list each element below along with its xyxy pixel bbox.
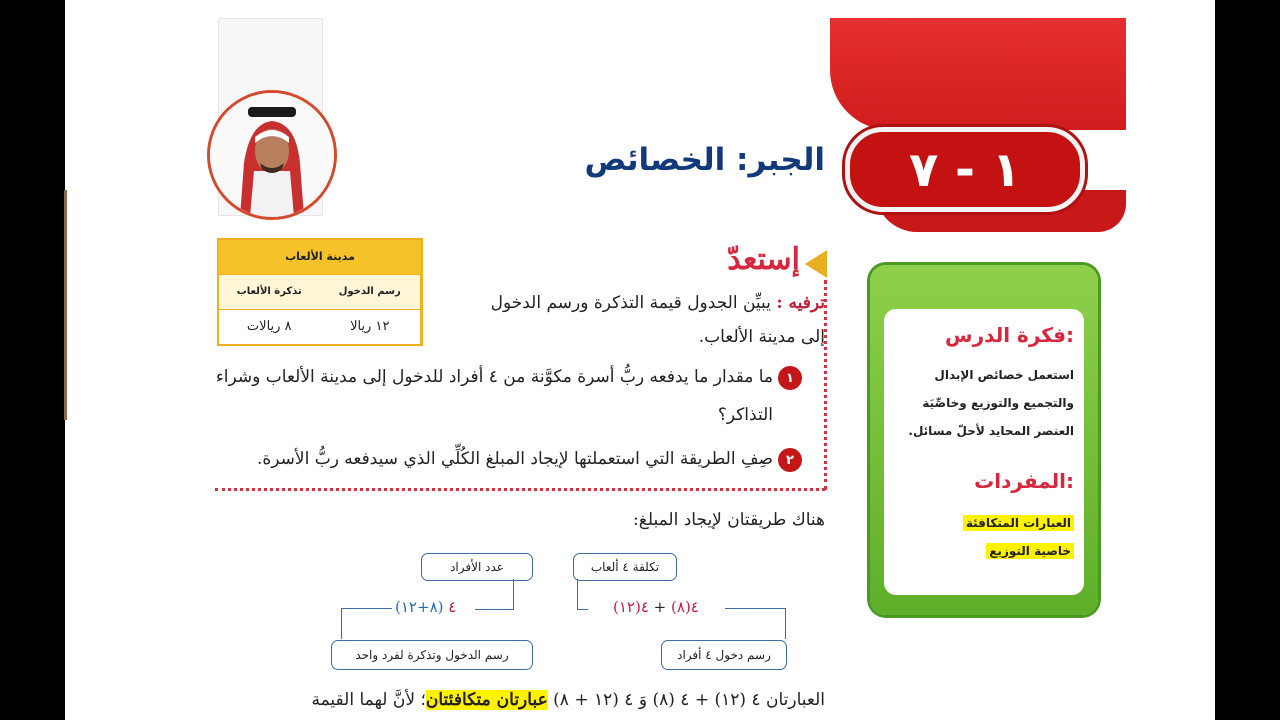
- question-2-text: صِفِ الطريقة التي استعملتها لإيجاد المبلغ الكُلِّي الذي سيدفعه ربُّ الأسرة.: [256, 449, 773, 469]
- connector: [475, 579, 514, 610]
- bottom-text-after: ؛ لأنَّ لهما القيمة: [311, 690, 426, 710]
- dotted-divider-vertical: [824, 280, 827, 490]
- question-1-text: ما مقدار ما يدفعه ربُّ أسرة مكوَّنة من ٤ أفراد للدخول إلى مدينة الألعاب وشراء التذاكر؟: [215, 367, 773, 425]
- label-left-top: عدد الأفراد: [421, 553, 533, 581]
- vocab-title: المفردات:: [974, 469, 1074, 493]
- lesson-idea-panel: [884, 309, 1084, 595]
- ready-intro: [485, 286, 825, 354]
- page-margin-line: [64, 190, 67, 420]
- expr-term: (٨+١٢): [395, 598, 444, 616]
- intro-keyword: ترفيه :: [776, 293, 825, 313]
- lesson-number-badge: [845, 127, 1085, 212]
- table-header-row: [219, 274, 421, 309]
- expression-left: [395, 598, 456, 616]
- teacher-avatar: [207, 90, 337, 220]
- connector: [725, 608, 786, 639]
- question-1: [215, 358, 805, 434]
- table-caption: مدينة الألعاب: [219, 240, 421, 274]
- vocab-item: العبارات المتكافئة: [963, 515, 1074, 531]
- textbook-page: [65, 0, 1215, 720]
- label-right-bottom: رسم دخول ٤ أفراد: [661, 640, 787, 670]
- table-row: [219, 309, 421, 344]
- label-right-top: تكلفة ٤ ألعاب: [573, 553, 677, 581]
- intro-text: يبيِّن الجدول قيمة التذكرة ورسم الدخول إلى مدينة الألعاب.: [490, 293, 825, 347]
- question-2-badge: ٢: [778, 448, 802, 472]
- table-cell: ٨ ريالات: [246, 319, 292, 334]
- lesson-title: الجبر: الخصائص: [584, 142, 825, 178]
- dotted-divider: [215, 488, 825, 491]
- question-1-badge: ١: [778, 366, 802, 390]
- table-cell: ١٢ ريالا: [320, 310, 422, 344]
- expression-right: [613, 598, 699, 616]
- equivalent-expressions-text: [245, 690, 825, 710]
- vocab-item: خاصية التوزيع: [986, 543, 1074, 559]
- expr-term: ٤: [448, 598, 457, 616]
- prices-table: [217, 238, 423, 346]
- expr-term: ٤(١٢): [613, 598, 649, 616]
- bottom-text-before: العبارتان ٤ (١٢) + ٤ (٨) وَ ٤ (١٢ + ٨): [547, 690, 825, 710]
- idea-text: استعمل خصائص الإبدال والتجميع والتوزيع وخاصِّيَة العنصر المحايد لأحلّ مسائل.: [908, 368, 1074, 438]
- ready-title: إستعدّ: [727, 242, 800, 277]
- lesson-idea-box: [870, 265, 1098, 615]
- header-ribbon: [830, 18, 1126, 130]
- bottom-highlight: عبارتان متكافئتان: [425, 690, 548, 710]
- expr-term: ٤(٨): [671, 598, 699, 616]
- connector: [341, 608, 392, 639]
- idea-title: فكرة الدرس:: [945, 323, 1074, 347]
- connector: [577, 579, 588, 610]
- question-2: [215, 440, 805, 478]
- table-header: رسم الدخول: [320, 275, 422, 309]
- label-left-bottom: رسم الدخول وتذكرة لفرد واحد: [331, 640, 533, 670]
- lesson-number: ١ - ٧: [909, 141, 1021, 198]
- expr-op: +: [648, 598, 672, 616]
- methods-intro: هناك طريقتان لإيجاد المبلغ:: [633, 510, 825, 530]
- ready-arrow-icon: [805, 250, 827, 278]
- table-header: تذكرة الألعاب: [219, 275, 320, 309]
